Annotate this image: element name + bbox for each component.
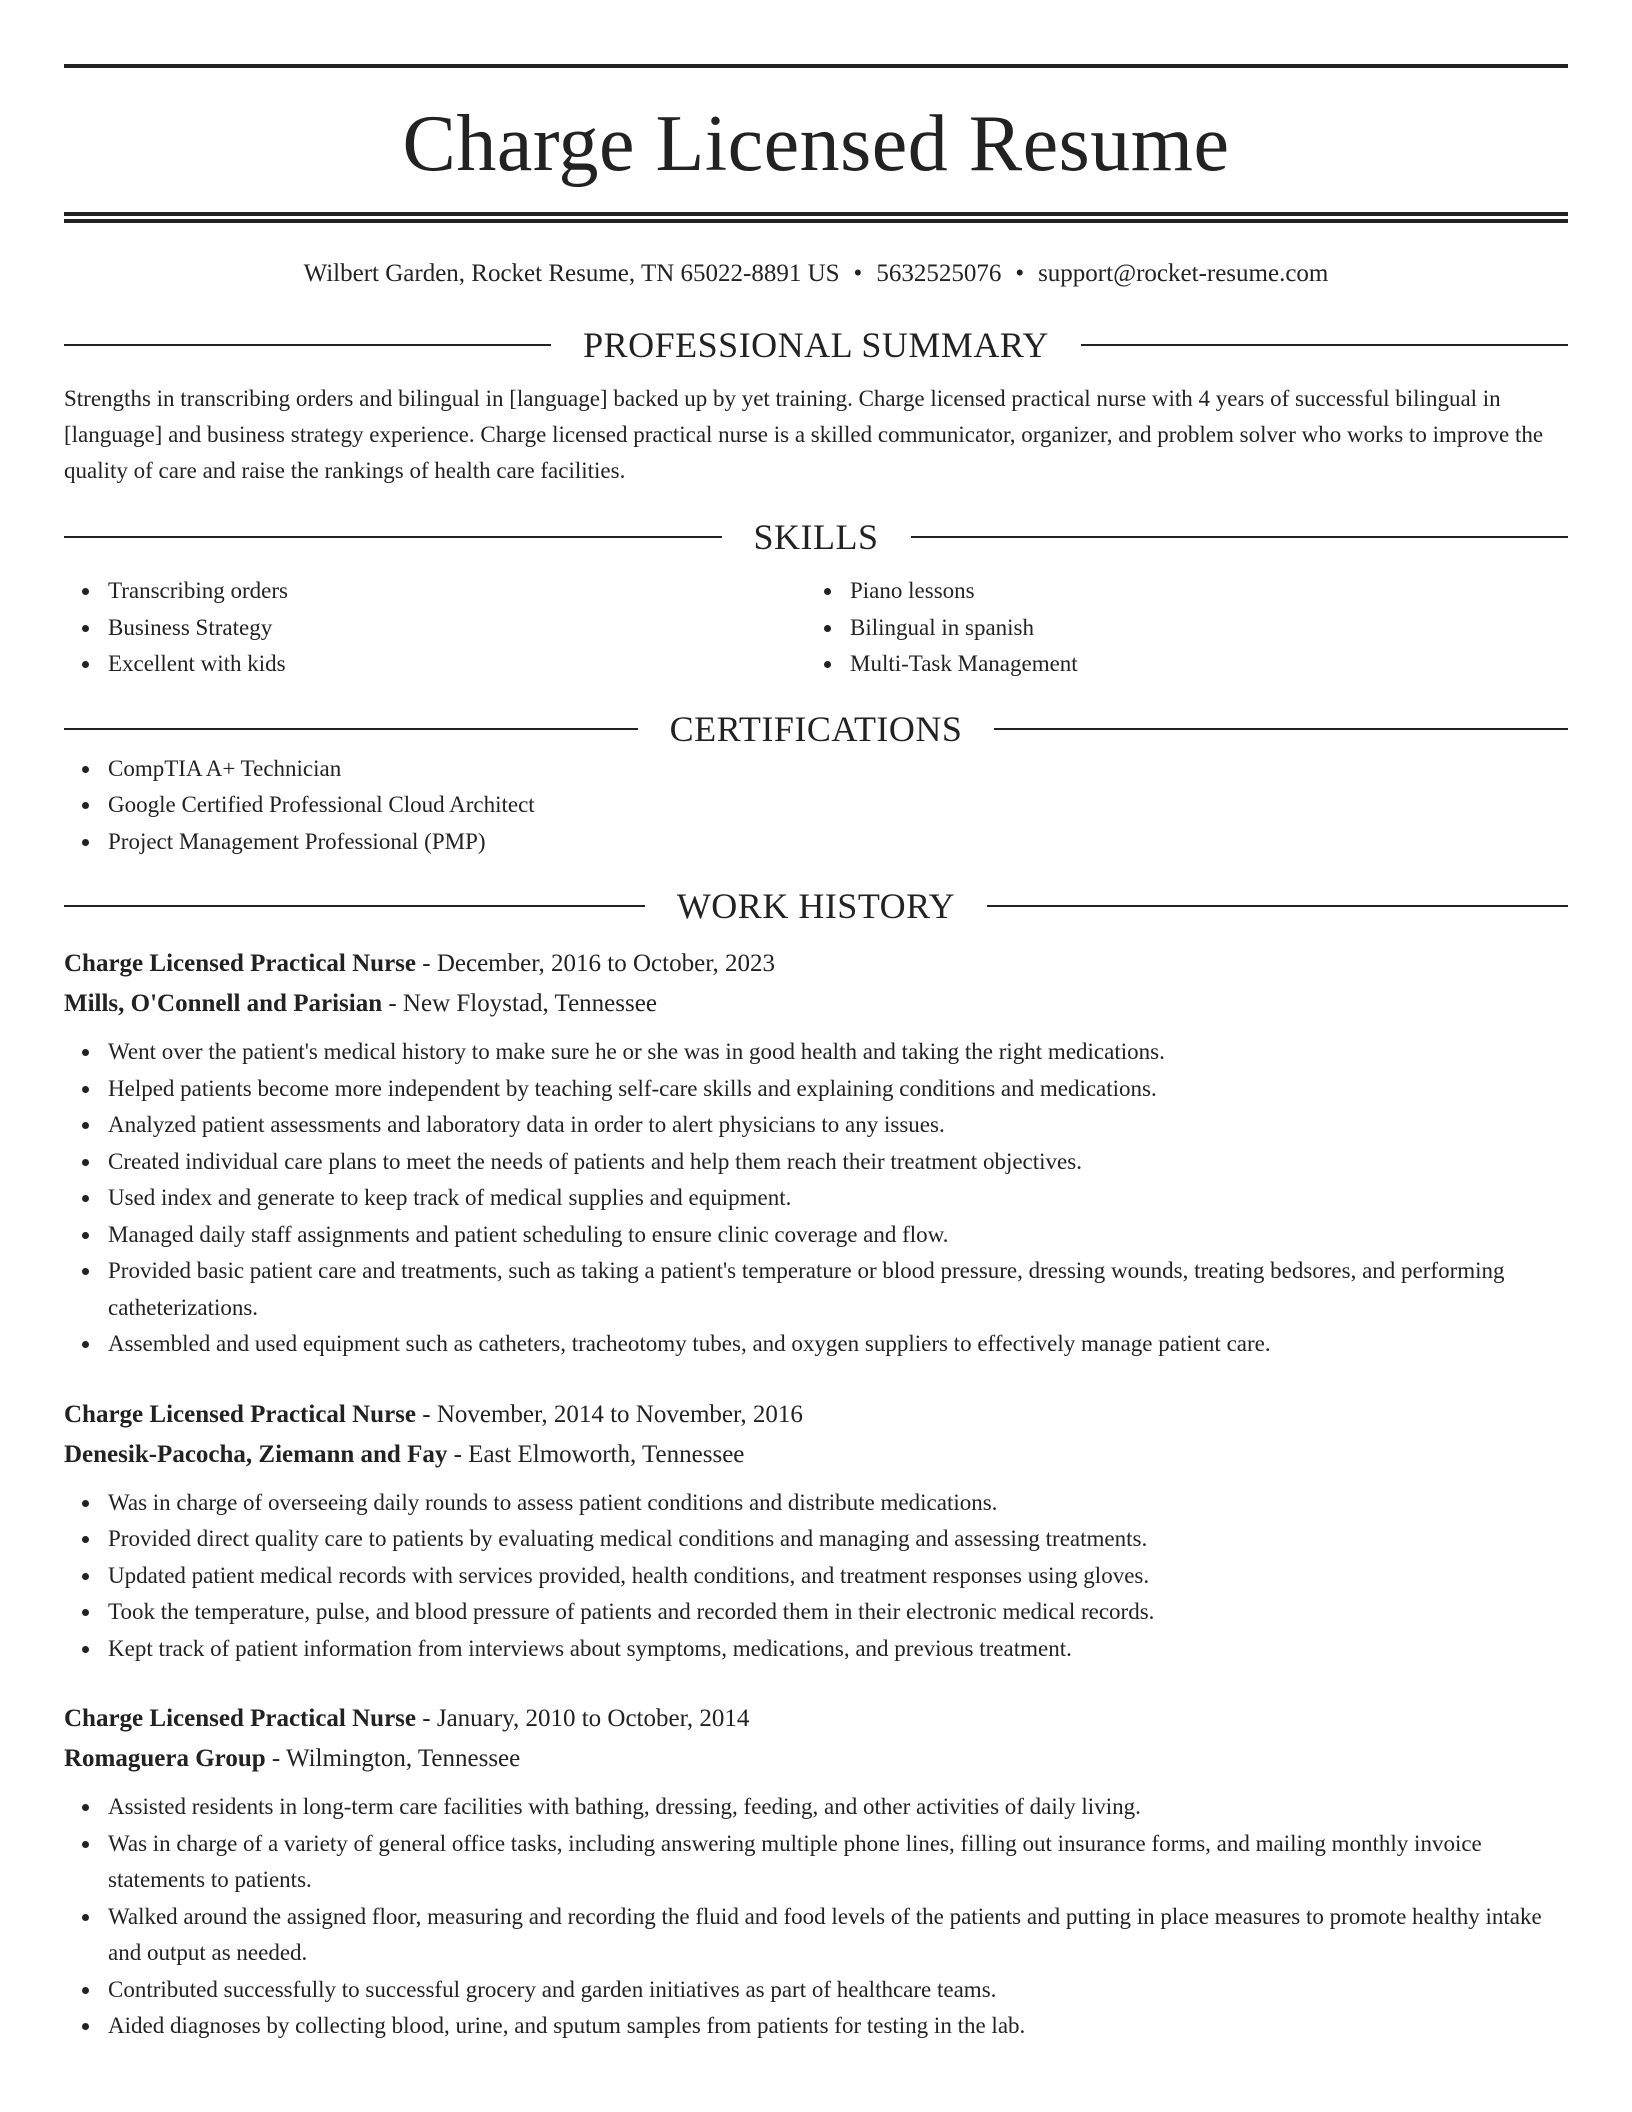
job-company: Romaguera Group <box>64 1745 266 1772</box>
job-duty-item: Provided basic patient care and treatments, such as taking a patient's temperature or blood pressure, dressing wounds, treating bedsores, and performing catheterizations. <box>108 1253 1568 1326</box>
job-duty-item: Analyzed patient assessments and laboratory data in order to alert physicians to any issues. <box>108 1107 1568 1144</box>
section-divider <box>64 344 551 346</box>
skill-item: Business Strategy <box>108 610 806 647</box>
contact-address: Wilbert Garden, Rocket Resume, TN 65022-8891 US <box>303 260 840 287</box>
job-dates: - December, 2016 to October, 2023 <box>416 950 776 977</box>
job-duties <box>64 1789 1568 2045</box>
job-title-line <box>64 1395 1568 1435</box>
job-company: Denesik-Pacocha, Ziemann and Fay <box>64 1440 448 1468</box>
job-duty-item: Updated patient medical records with services provided, health conditions, and treatment responses using gloves. <box>108 1558 1568 1595</box>
skill-item: Excellent with kids <box>108 646 806 683</box>
job-duty-item: Went over the patient's medical history to make sure he or she was in good health and taking the right medications. <box>108 1034 1568 1071</box>
contact-separator: • <box>853 260 863 287</box>
certification-item: Project Management Professional (PMP) <box>108 824 1568 861</box>
contact-email: support@rocket-resume.com <box>1038 260 1329 287</box>
section-divider <box>1081 344 1568 346</box>
job-duty-item: Was in charge of overseeing daily rounds to assess patient conditions and distribute medications. <box>108 1485 1568 1522</box>
job-duty-item: Created individual care plans to meet the needs of patients and help them reach their treatment objectives. <box>108 1144 1568 1181</box>
job-title: Charge Licensed Practical Nurse <box>64 950 417 977</box>
job-duty-item: Took the temperature, pulse, and blood pressure of patients and recorded them in their electronic medical records. <box>108 1594 1568 1631</box>
job-location: - Wilmington, Tennessee <box>265 1745 521 1772</box>
work-section-header <box>64 884 1568 928</box>
job-duty-item: Was in charge of a variety of general office tasks, including answering multiple phone lines, filling out insurance forms, and mailing monthly invoice statements to patients. <box>108 1826 1568 1899</box>
job-duty-item: Kept track of patient information from interviews about symptoms, medications, and previous treatment. <box>108 1631 1568 1668</box>
skills-section-header <box>64 515 1568 559</box>
job-duty-item: Assembled and used equipment such as catheters, tracheotomy tubes, and oxygen suppliers to effectively manage patient care. <box>108 1326 1568 1363</box>
job-company: Mills, O'Connell and Parisian <box>64 990 383 1017</box>
job-company-line <box>64 1739 1568 1779</box>
job-dates: - January, 2010 to October, 2014 <box>416 1705 750 1732</box>
job-location: - East Elmoworth, Tennessee <box>447 1440 745 1468</box>
top-rule <box>64 64 1568 68</box>
section-divider <box>987 905 1568 907</box>
job-entry <box>64 944 1568 1363</box>
skill-item: Piano lessons <box>850 573 1548 610</box>
certification-item: Google Certified Professional Cloud Architect <box>108 787 1568 824</box>
contact-separator: • <box>1015 260 1025 287</box>
contact-phone: 5632525076 <box>876 260 1002 287</box>
job-title-line <box>64 1699 1568 1739</box>
job-duty-item: Walked around the assigned floor, measuring and recording the fluid and food levels of the patients and putting in place measures to promote healthy intake and output as needed. <box>108 1899 1568 1972</box>
contact-line <box>64 259 1568 289</box>
job-duties <box>64 1485 1568 1668</box>
skill-item: Transcribing orders <box>108 573 806 610</box>
skills-column-left <box>64 573 806 683</box>
job-company-line <box>64 984 1568 1024</box>
skill-item: Bilingual in spanish <box>850 610 1548 647</box>
job-entry <box>64 1699 1568 2045</box>
job-title-line <box>64 944 1568 984</box>
job-title: Charge Licensed Practical Nurse <box>64 1400 417 1428</box>
work-heading: WORK HISTORY <box>676 886 956 926</box>
job-duty-item: Used index and generate to keep track of medical supplies and equipment. <box>108 1180 1568 1217</box>
job-duty-item: Provided direct quality care to patients by evaluating medical conditions and managing and assessing treatments. <box>108 1521 1568 1558</box>
section-divider <box>64 536 722 538</box>
certifications-heading: CERTIFICATIONS <box>669 708 963 749</box>
skills-heading: SKILLS <box>753 517 879 557</box>
title-double-rule <box>64 212 1568 223</box>
section-divider <box>64 728 638 730</box>
job-entry <box>64 1395 1568 1668</box>
job-duty-item: Managed daily staff assignments and patient scheduling to ensure clinic coverage and flow. <box>108 1217 1568 1254</box>
section-divider <box>64 905 645 907</box>
summary-heading: PROFESSIONAL SUMMARY <box>583 325 1049 365</box>
skill-item: Multi-Task Management <box>850 646 1548 683</box>
job-company-line <box>64 1435 1568 1475</box>
summary-section-header <box>64 323 1568 367</box>
job-duties <box>64 1034 1568 1363</box>
job-title: Charge Licensed Practical Nurse <box>64 1705 417 1732</box>
skills-list <box>64 573 1568 683</box>
job-duty-item: Aided diagnoses by collecting blood, urine, and sputum samples from patients for testing in the lab. <box>108 2008 1568 2045</box>
job-dates: - November, 2014 to November, 2016 <box>416 1400 803 1428</box>
certifications-list <box>64 751 1568 861</box>
certifications-section-header <box>64 707 1568 751</box>
job-duty-item: Contributed successfully to successful grocery and garden initiatives as part of healthcare teams. <box>108 1972 1568 2009</box>
certification-item: CompTIA A+ Technician <box>108 751 1568 788</box>
section-divider <box>911 536 1569 538</box>
skills-column-right <box>806 573 1548 683</box>
summary-text: Strengths in transcribing orders and bilingual in [language] backed up by yet training. Charge licensed practical nurse with 4 years of successful bilingual in [language] and business strategy experience. Charge licensed practical nurse is a skilled communicator, organizer, and problem solver who works to improve the quality of care and raise the rankings of health care facilities. <box>64 386 1544 483</box>
job-duty-item: Helped patients become more independent by teaching self-care skills and explaining conditions and medications. <box>108 1071 1568 1108</box>
job-duty-item: Assisted residents in long-term care facilities with bathing, dressing, feeding, and other activities of daily living. <box>108 1789 1568 1826</box>
page-title: Charge Licensed Resume <box>402 100 1230 188</box>
section-divider <box>994 728 1568 730</box>
job-location: - New Floystad, Tennessee <box>382 990 657 1017</box>
